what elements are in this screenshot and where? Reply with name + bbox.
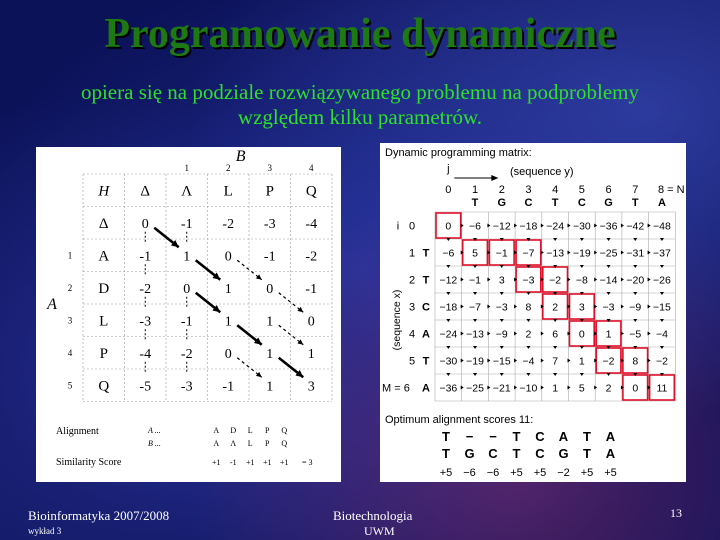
matrix-cell: 0 [224,249,232,265]
col-letter: C [577,197,586,209]
vertical-move-arrow [633,292,637,295]
subtitle-line-2: względem kilku parametrów. [237,105,483,129]
vertical-move-arrow [446,319,450,322]
alignment-label: Alignment [56,426,99,437]
similarity-label: Similarity Score [56,457,122,468]
vertical-move-arrow [500,265,504,268]
horizontal-move-arrow [621,278,624,282]
matrix-cell: −36 [439,382,458,395]
vertical-move-arrow [580,346,584,349]
matrix-cell: -1 [305,281,318,297]
similarity-value: = 3 [301,458,313,467]
matrix-cell: 1 [552,382,559,395]
matrix-cell: -2 [222,216,235,232]
matrix-cell: −3 [495,301,508,314]
matrix-cell: −14 [599,274,618,287]
col-index: 2 [226,163,231,173]
matrix-cell: -2 [180,346,193,362]
row-index: 0 [408,220,416,233]
vertical-move-arrow [660,265,664,268]
matrix-cell: −4 [522,355,535,368]
opt-seq-y-char: C [535,446,545,461]
row-header: D [98,280,110,297]
col-letter: C [524,197,533,209]
row-letter: A [422,382,430,395]
row-index: 2 [67,282,73,293]
vertical-move-arrow [553,373,557,376]
label-sequence-b: B [235,148,246,165]
matrix-cell: 2 [605,382,612,395]
row-index: 5 [408,355,416,368]
matrix-cell: 6 [552,328,559,341]
label-sequence-x: (sequence x) [391,289,403,351]
similarity-value: +1 [211,458,221,467]
matrix-cell: -1 [180,216,193,232]
matrix-cell: −15 [492,355,511,368]
opt-seq-y-char: A [605,446,616,461]
vertical-move-arrow [660,346,664,349]
col-header: Δ [140,183,151,200]
matrix-cell: −42 [626,220,645,233]
matrix-cell: −36 [599,220,618,233]
matrix-cell: −9 [629,301,642,314]
matrix-cell: −3 [602,301,615,314]
horizontal-move-arrow [648,278,651,282]
horizontal-move-arrow [648,359,651,363]
matrix-cell: 1 [307,346,315,362]
vertical-move-arrow [607,373,611,376]
matrix-cell: −1 [469,274,482,287]
col-letter: T [551,197,559,209]
vertical-move-arrow [526,319,530,322]
col-index: 4 [552,184,559,196]
row-header: L [99,313,109,330]
horizontal-move-arrow [487,386,490,390]
matrix-cell: 8 [632,355,639,368]
matrix-cell: −37 [653,247,671,260]
horizontal-move-arrow [461,305,464,309]
matrix-cell: −7 [469,301,482,314]
matrix-cell: 0 [183,281,191,297]
matrix-cell: -2 [305,249,318,265]
matrix-cell: −48 [653,220,671,233]
matrix-cell: −19 [466,355,484,368]
opt-seq-x-char: A [558,429,569,444]
row-index: M = 6 [382,382,410,395]
opt-seq-x-char: − [489,429,497,444]
horizontal-move-arrow [594,251,597,255]
matrix-cell: −3 [522,274,535,287]
matrix-cell: −4 [655,328,668,341]
horizontal-move-arrow [568,251,571,255]
opt-score: +5 [580,467,594,479]
opt-seq-y-char: G [558,446,569,461]
row-header: P [99,345,108,362]
alignment-b-residue: P [265,439,270,448]
opt-score: −2 [557,467,570,479]
similarity-value: +1 [262,458,272,467]
col-index: 1 [471,184,479,196]
row-letter: T [422,274,430,287]
alignment-b-residue: Λ [230,439,237,448]
alignment-a-residue: Q [281,426,288,435]
col-index: 1 [184,163,189,173]
alignment-a-residue: D [230,426,237,435]
horizontal-move-arrow [487,278,490,282]
horizontal-move-arrow [621,332,624,336]
matrix-cell: -3 [180,379,193,395]
matrix-cell: -3 [263,216,276,232]
vertical-move-arrow [660,292,664,295]
horizontal-move-arrow [648,332,651,336]
similarity-value: +1 [245,458,255,467]
matrix-cell: −18 [519,220,538,233]
dp-matrix-title: Dynamic programming matrix: [385,147,532,159]
vertical-move-arrow [553,346,557,349]
row-index: 3 [408,301,416,314]
matrix-cell: 0 [266,281,274,297]
matrix-cell: −12 [439,274,458,287]
optimum-alignment-label: Optimum alignment scores 11: [385,414,534,426]
col-header: Λ [181,183,193,200]
matrix-cell: 1 [605,328,612,341]
matrix-labels [46,148,317,468]
matrix-cell: −24 [439,328,458,341]
j-axis-arrowhead [491,175,498,181]
vertical-move-arrow [473,373,477,376]
matrix-cell: 2 [552,301,559,314]
col-index: 5 [578,184,585,196]
matrix-cell: −25 [466,382,484,395]
row-index: 1 [67,250,73,261]
alignment-b-residue: A [213,439,220,448]
horizontal-move-arrow [541,224,544,228]
vertical-move-arrow [580,238,584,241]
page-number: 13 [670,506,682,520]
opt-seq-x-char: C [535,429,545,444]
matrix-cell: −9 [495,328,508,341]
matrix-cell: -5 [139,379,152,395]
vertical-move-arrow [526,292,530,295]
matrix-cell: −5 [629,328,642,341]
vertical-move-arrow [633,238,637,241]
horizontal-move-arrow [487,305,490,309]
matrix-cell: −13 [466,328,484,341]
vertical-move-arrow [526,373,530,376]
slide-subtitle [20,80,700,130]
vertical-move-arrow [553,319,557,322]
footer-university: UWM [364,524,395,538]
label-sequence-a: A [47,296,57,313]
col-letter: G [497,197,507,209]
col-header: P [265,183,274,200]
matrix-cell: 1 [578,355,585,368]
label-j: j [447,163,450,175]
footer-lecture: wykład 3 [28,526,62,536]
horizontal-move-arrow [621,251,624,255]
matrix-cell: −24 [546,220,565,233]
horizontal-move-arrow [541,386,544,390]
footer-department: Biotechnologia [333,508,413,523]
matrix-cell: −20 [626,274,645,287]
matrix-cell: −1 [495,247,508,260]
alignment-b-residue: L [247,439,253,448]
horizontal-move-arrow [487,332,490,336]
opt-seq-y-char: C [488,446,498,461]
matrix-cell: 11 [656,382,668,395]
row-letter: A [422,328,430,341]
alignment-a-residue: A [213,426,220,435]
vertical-move-arrow [580,265,584,268]
horizontal-move-arrow [648,224,651,228]
matrix-cell: −18 [439,301,458,314]
horizontal-move-arrow [594,305,597,309]
matrix-cell: 5 [472,247,478,260]
horizontal-move-arrow [541,332,544,336]
matrix-cell: −26 [653,274,671,287]
opt-seq-y-char: G [464,446,475,461]
vertical-move-arrow [446,265,450,268]
matrix-labels [382,147,685,479]
matrix-cell: 3 [578,301,585,314]
horizontal-move-arrow [541,359,544,363]
matrix-cell: −21 [492,382,511,395]
alignment-b-label: B ... [148,439,161,448]
col-index: 3 [267,163,272,173]
opt-score: +5 [439,467,453,479]
alignment-a-residue: P [265,426,270,435]
horizontal-move-arrow [514,305,517,309]
matrix-cell: −10 [519,382,538,395]
similarity-value: +1 [279,458,289,467]
matrix-cell: -2 [139,281,152,297]
vertical-move-arrow [446,373,450,376]
opt-score: −6 [486,467,500,479]
matrix-cell: 5 [578,382,585,395]
matrix-cell: −2 [655,355,668,368]
vertical-move-arrow [526,346,530,349]
matrix-cell: −13 [546,247,565,260]
matrix-cell: −31 [626,247,645,260]
horizontal-move-arrow [594,278,597,282]
horizontal-move-arrow [514,332,517,336]
horizontal-move-arrow [461,224,464,228]
matrix-cell: 0 [141,216,149,232]
opt-seq-x-char: T [442,429,450,444]
opt-seq-x-char: A [605,429,616,444]
vertical-move-arrow [500,319,504,322]
matrix-cell: −6 [469,220,482,233]
opt-seq-y-char: T [512,446,521,461]
vertical-move-arrow [473,346,477,349]
col-index: 0 [445,184,452,196]
col-letter: T [631,197,639,209]
horizontal-move-arrow [487,224,490,228]
vertical-move-arrow [473,319,477,322]
row-index: 4 [67,347,73,358]
col-index: 7 [632,184,639,196]
vertical-move-arrow [500,373,504,376]
vertical-move-arrow [500,292,504,295]
matrix-cell: −25 [599,247,618,260]
vertical-move-arrow [500,346,504,349]
matrix-cell: −30 [439,355,458,368]
matrix-cell: -4 [305,216,318,232]
horizontal-move-arrow [461,359,464,363]
row-header: Δ [98,215,109,232]
vertical-move-arrow [553,238,557,241]
alignment-a-label: A ... [148,426,161,435]
matrix-cell: 8 [525,301,532,314]
matrix-cell: -4 [139,346,152,362]
opt-seq-y-char: T [442,446,450,461]
horizontal-move-arrow [514,386,517,390]
col-index: 2 [498,184,505,196]
vertical-move-arrow [633,319,637,322]
horizontal-move-arrow [461,278,464,282]
horizontal-move-arrow [648,305,651,309]
footer-course: Bioinformatyka 2007/2008 [28,508,170,523]
matrix-cell: 2 [525,328,532,341]
row-letter: T [422,355,430,368]
matrix-cell: −19 [572,247,591,260]
slide-title: Programowanie dynamiczne [104,11,616,57]
horizontal-move-arrow [621,224,624,228]
matrix-cell: 0 [632,382,639,395]
opt-seq-x-char: T [512,429,521,444]
vertical-move-arrow [446,346,450,349]
horizontal-move-arrow [514,224,517,228]
matrix-grid-lines [83,174,332,402]
vertical-move-arrow [607,238,611,241]
col-header: L [223,183,233,200]
horizontal-move-arrow [541,251,544,255]
matrix-cell: −15 [653,301,671,314]
matrix-cell: 3 [498,274,505,287]
matrix-cell: 1 [224,281,232,297]
horizontal-move-arrow [568,359,571,363]
vertical-move-arrow [633,265,637,268]
opt-seq-y-char: T [583,446,591,461]
col-letter: T [471,197,479,209]
matrix-cell: −30 [572,220,591,233]
row-index: 4 [408,328,416,341]
row-letter: C [422,301,430,314]
matrix-cell: −6 [442,247,455,260]
row-header: Q [98,378,110,395]
vertical-move-arrow [473,292,477,295]
matrix-cell: 3 [307,379,315,395]
matrix-cell: 0 [578,328,585,341]
protein-dp-matrix-figure [36,147,341,482]
col-index: 3 [525,184,532,196]
vertical-move-arrow [446,292,450,295]
similarity-value: -1 [229,458,237,467]
row-index: 1 [408,247,416,260]
horizontal-move-arrow [461,332,464,336]
alignment-b-residue: Q [281,439,288,448]
horizontal-move-arrow [568,278,571,282]
col-index: 4 [309,163,314,173]
matrix-cell: 1 [266,314,274,330]
matrix-cell: -1 [263,249,276,265]
col-index: 6 [605,184,612,196]
vertical-move-arrow [607,265,611,268]
vertical-move-arrow [580,373,584,376]
horizontal-move-arrow [568,386,571,390]
opt-seq-x-char: − [465,429,474,444]
matrix-cell: 1 [266,346,274,362]
matrix-cell: -3 [139,314,152,330]
alignment-a-residue: L [247,426,253,435]
horizontal-move-arrow [461,386,464,390]
row-index: 5 [67,380,73,391]
horizontal-move-arrow [621,305,624,309]
opt-score: −6 [463,467,476,479]
horizontal-move-arrow [487,359,490,363]
vertical-move-arrow [660,319,664,322]
row-index: 3 [67,315,73,326]
matrix-cell: -1 [180,314,193,330]
matrix-cell: −8 [575,274,588,287]
opt-score: +5 [510,467,523,479]
matrix-cell: 0 [445,220,452,233]
matrix-cell: -1 [139,249,152,265]
matrix-cell: −12 [492,220,511,233]
vertical-move-arrow [446,238,450,241]
col-header: Q [305,183,317,200]
horizontal-move-arrow [514,359,517,363]
matrix-cell: 1 [183,249,191,265]
matrix-cell: −2 [549,274,562,287]
row-header: A [98,248,110,265]
matrix-cell: 1 [266,379,274,395]
opt-score: +5 [533,467,547,479]
matrix-cell: 0 [307,314,315,330]
horizontal-move-arrow [594,386,597,390]
dna-dp-matrix-figure [380,143,686,482]
matrix-cell: -1 [222,379,235,395]
col-index: 8 = N [657,184,685,196]
matrix-cell: −2 [602,355,615,368]
row-letter: T [422,247,430,260]
matrix-cell: 1 [224,314,232,330]
matrix-cell: −7 [522,247,535,260]
vertical-move-arrow [607,292,611,295]
row-index: 2 [408,274,416,287]
matrix-cell: 7 [552,355,559,368]
vertical-move-arrow [660,238,664,241]
label-h: H [98,183,110,200]
horizontal-move-arrow [594,224,597,228]
horizontal-move-arrow [648,251,651,255]
label-sequence-y: (sequence y) [510,166,574,178]
col-letter: G [604,197,613,209]
opt-score: +5 [604,467,617,479]
subtitle-line-1: opiera się na podziale rozwiązywanego problemu na podproblemy [80,80,640,104]
label-i: i [396,220,400,233]
col-letter: A [657,197,666,209]
matrix-cell: 0 [224,346,232,362]
horizontal-move-arrow [568,224,571,228]
vertical-move-arrow [473,265,477,268]
opt-seq-x-char: T [583,429,591,444]
